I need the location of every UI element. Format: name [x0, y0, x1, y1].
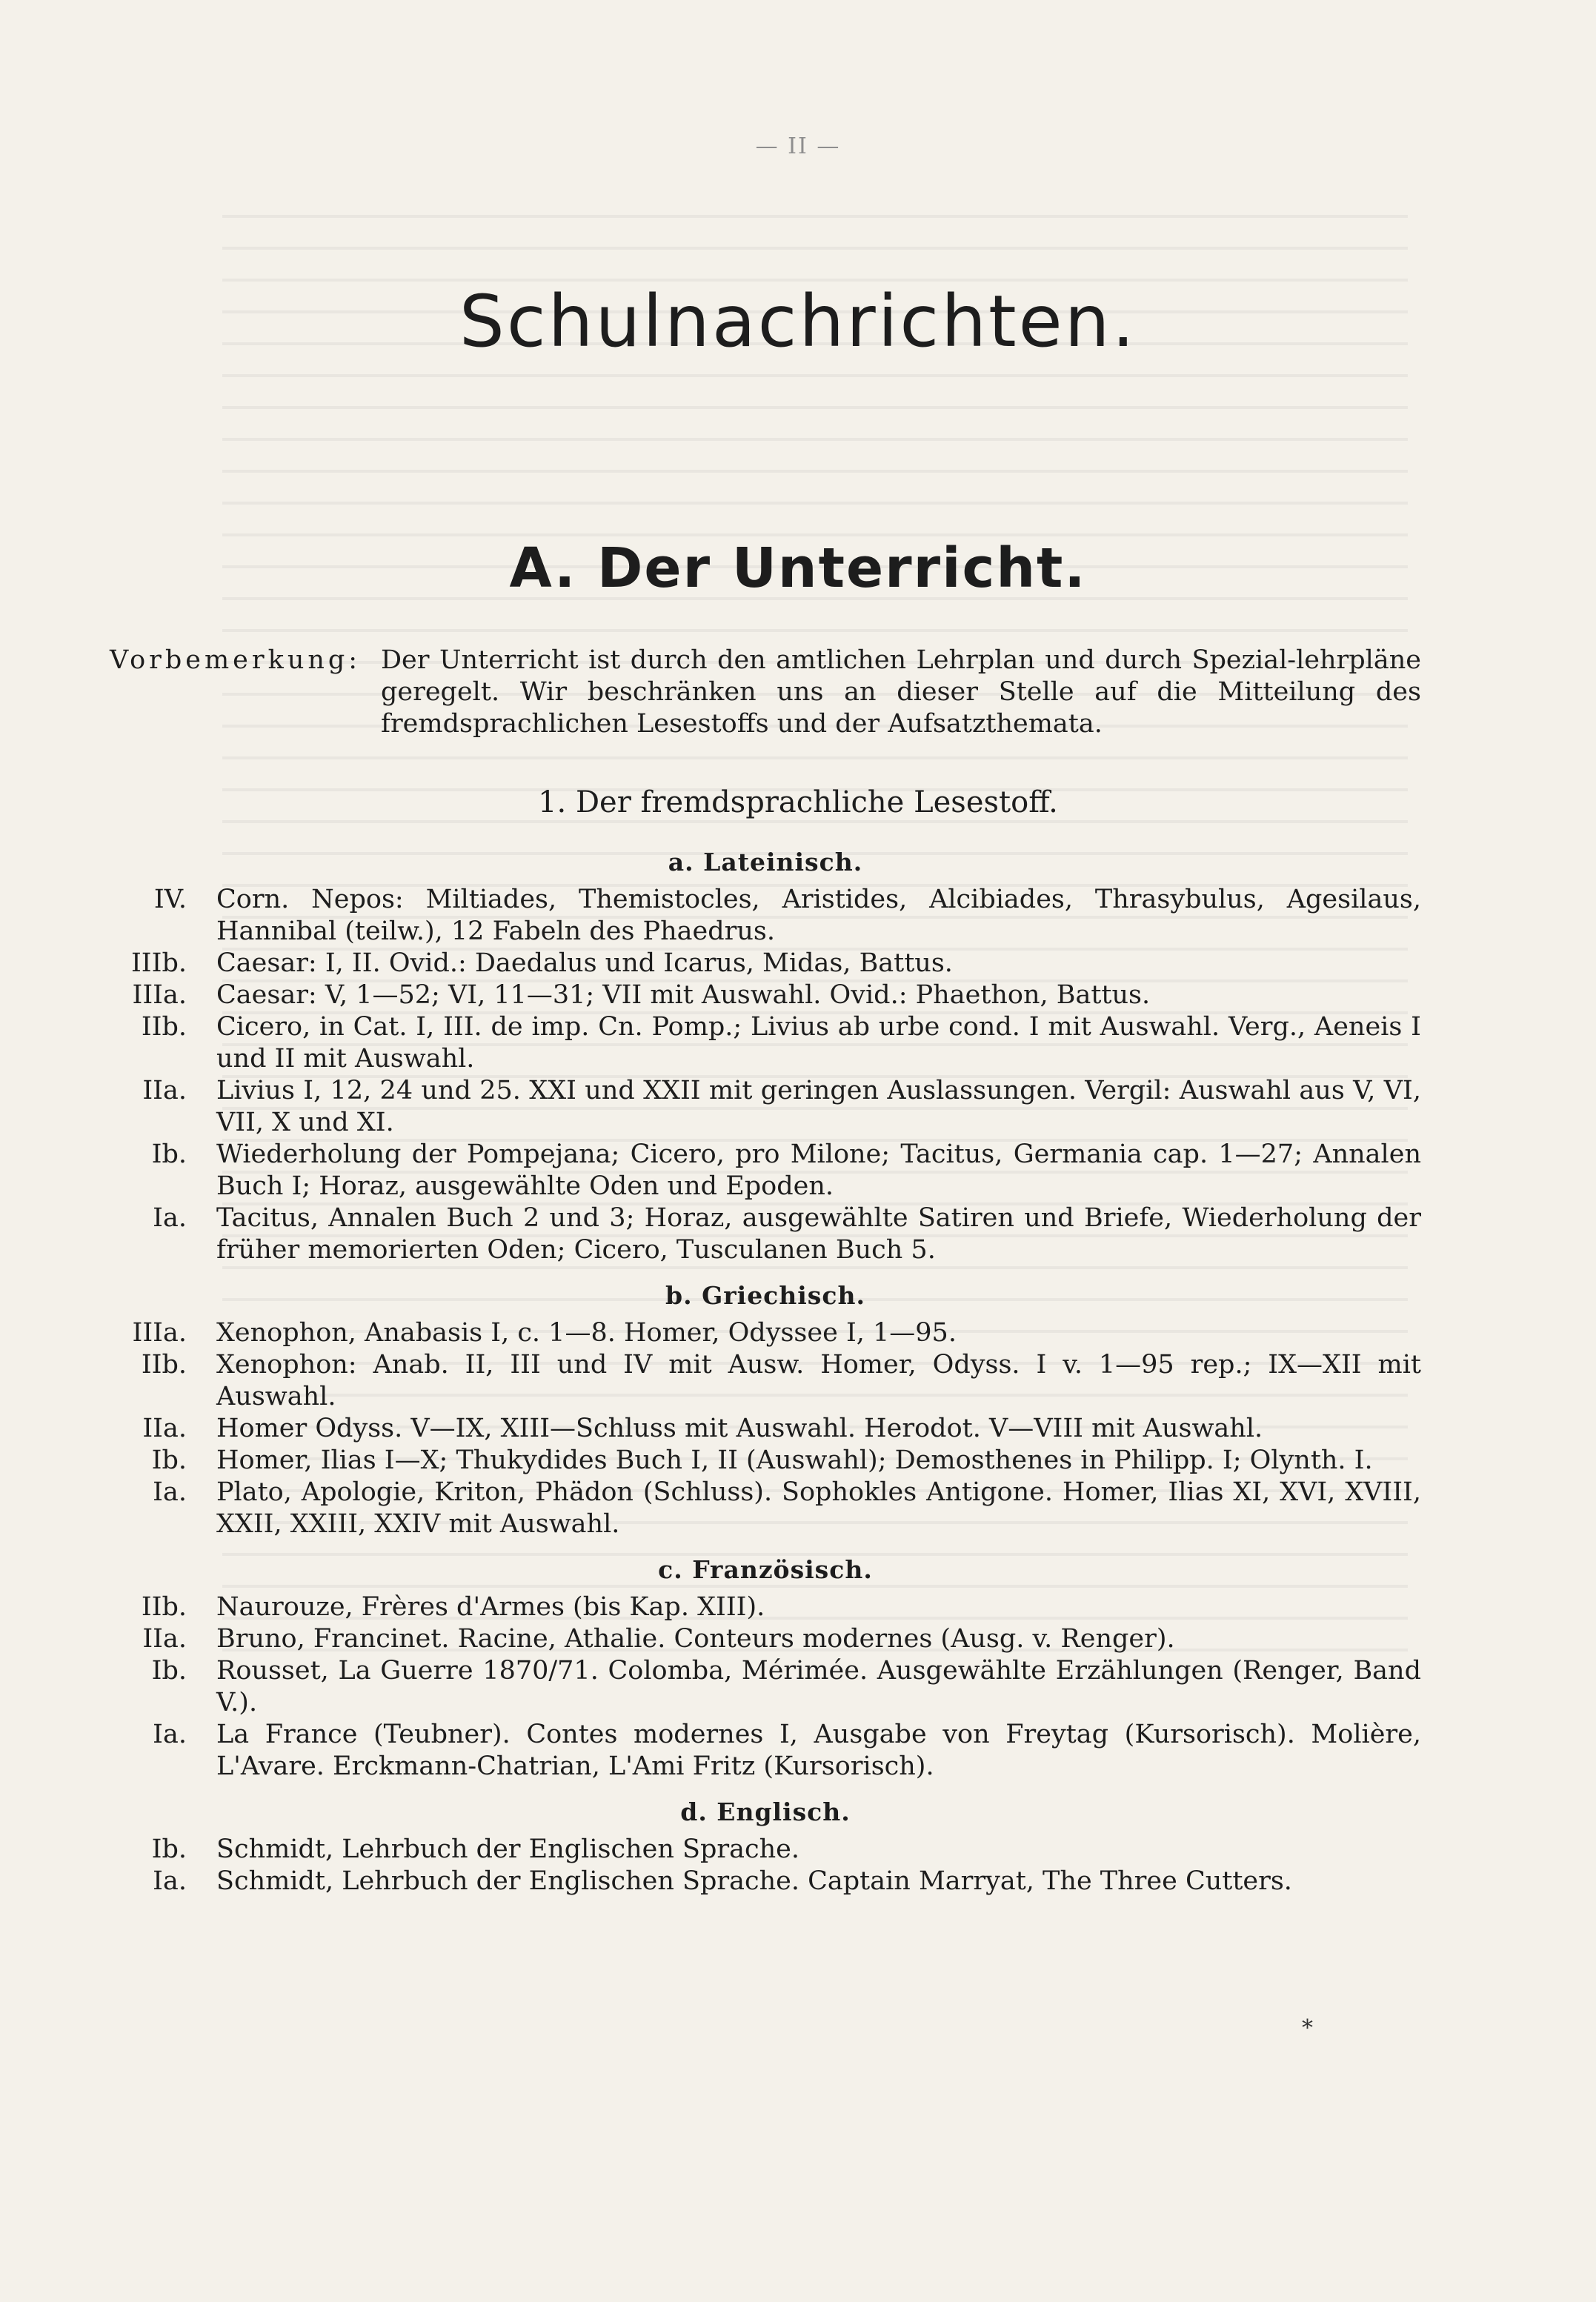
- list-item-text: Xenophon: Anab. II, III und IV mit Ausw. Homer, Odyss. I v. 1—95 rep.; IX—XII mit Auswahl.: [216, 1350, 1421, 1411]
- list-item-text: Corn. Nepos: Miltiades, Themistocles, Aristides, Alcibiades, Thrasybulus, Agesilaus, Hannibal (teilw.), 12 Fabeln des Phaedrus.: [216, 885, 1421, 946]
- list-item: [110, 1139, 1421, 1202]
- list-item-text: Plato, Apologie, Kriton, Phädon (Schluss). Sophokles Antigone. Homer, Ilias XI, XVI, XVIII, XXII, XXIII, XXIV mit Auswahl.: [216, 1477, 1421, 1539]
- main-title: Schulnachrichten.: [459, 280, 1137, 363]
- list-item: [110, 948, 1421, 979]
- list-item: [110, 1075, 1421, 1139]
- list-item-text: Caesar: V, 1—52; VI, 11—31; VII mit Auswahl. Ovid.: Phaethon, Battus.: [216, 980, 1151, 1010]
- class-label: IIb.: [141, 1350, 187, 1380]
- list-item-text: Schmidt, Lehrbuch der Englischen Sprache. Captain Marryat, The Three Cutters.: [216, 1866, 1292, 1896]
- heading-french: c. Französisch.: [658, 1555, 873, 1584]
- list-item: [110, 1591, 1421, 1623]
- class-label: IIIa.: [132, 980, 187, 1010]
- class-label: Ia.: [153, 1720, 187, 1749]
- list-item: [110, 1719, 1421, 1783]
- class-label: IIb.: [141, 1592, 187, 1622]
- section-title: A. Der Unterricht.: [509, 536, 1087, 600]
- list-item-text: Tacitus, Annalen Buch 2 und 3; Horaz, ausgewählte Satiren und Briefe, Wiederholung der früher memorierten Oden; Cicero, Tusculanen Buch 5.: [216, 1203, 1421, 1265]
- class-label: IIb.: [141, 1012, 187, 1042]
- class-label: IIa.: [142, 1414, 187, 1443]
- class-label: Ib.: [151, 1656, 187, 1686]
- list-item: [110, 1317, 1421, 1349]
- list-item-text: Bruno, Francinet. Racine, Athalie. Conteurs modernes (Ausg. v. Renger).: [216, 1624, 1175, 1654]
- list-item-text: Schmidt, Lehrbuch der Englischen Sprache.: [216, 1834, 799, 1864]
- page-number: — II —: [755, 133, 841, 159]
- list-item: [110, 1413, 1421, 1445]
- list-item-text: Xenophon, Anabasis I, c. 1—8. Homer, Odyssee I, 1—95.: [216, 1318, 957, 1348]
- heading-latin: a. Lateinisch.: [668, 848, 863, 876]
- list-item: [110, 1477, 1421, 1540]
- list-item: [110, 1349, 1421, 1413]
- list-item: [110, 979, 1421, 1011]
- class-label: Ia.: [153, 1866, 187, 1896]
- preliminary-remark-text: Der Unterricht ist durch den amtlichen Lehrplan und durch Spezial-lehrpläne geregelt. Wir beschränken uns an dieser Stelle auf die Mitteilung des fremdsprachlichen Lesestoffs und der Aufsatzthemata.: [381, 645, 1421, 739]
- list-item-text: Naurouze, Frères d'Armes (bis Kap. XIII).: [216, 1592, 765, 1622]
- class-label: IV.: [153, 885, 187, 914]
- preliminary-remark-label: Vorbemerkung:: [110, 645, 362, 675]
- list-item: [110, 1011, 1421, 1075]
- list-item: [110, 1202, 1421, 1266]
- list-item-text: Cicero, in Cat. I, III. de imp. Cn. Pomp.; Livius ab urbe cond. I mit Auswahl. Verg., Aeneis I und II mit Auswahl.: [216, 1012, 1421, 1074]
- class-label: Ia.: [153, 1203, 187, 1233]
- heading-english: d. Englisch.: [680, 1797, 851, 1826]
- list-item: [110, 1866, 1421, 1897]
- class-label: IIIb.: [130, 948, 187, 978]
- class-label: Ib.: [151, 1446, 187, 1475]
- class-label: Ib.: [151, 1140, 187, 1169]
- list-item-text: La France (Teubner). Contes modernes I, Ausgabe von Freytag (Kursorisch). Molière, L'Avare. Erckmann-Chatrian, L'Ami Fritz (Kursorisch).: [216, 1720, 1421, 1781]
- list-item-text: Wiederholung der Pompejana; Cicero, pro Milone; Tacitus, Germania cap. 1—27; Annalen Buch I; Horaz, ausgewählte Oden und Epoden.: [216, 1140, 1421, 1201]
- list-item-text: Livius I, 12, 24 und 25. XXI und XXII mit geringen Auslassungen. Vergil: Auswahl aus V, VI, VII, X und XI.: [216, 1076, 1421, 1137]
- subsection-title: 1. Der fremdsprachliche Lesestoff.: [538, 785, 1058, 819]
- reading-list: [110, 843, 1421, 1897]
- list-item: [110, 1834, 1421, 1866]
- asterisk-mark: *: [1302, 2015, 1313, 2041]
- list-item: [110, 1623, 1421, 1655]
- list-item: [110, 1445, 1421, 1477]
- list-item-text: Rousset, La Guerre 1870/71. Colomba, Mérimée. Ausgewählte Erzählungen (Renger, Band V.).: [216, 1656, 1421, 1717]
- class-label: IIIa.: [132, 1318, 187, 1348]
- list-item: [110, 1655, 1421, 1719]
- list-item: [110, 884, 1421, 948]
- preliminary-remark: [110, 645, 1421, 740]
- list-item-text: Homer, Ilias I—X; Thukydides Buch I, II (Auswahl); Demosthenes in Philipp. I; Olynth. I.: [216, 1446, 1373, 1475]
- class-label: Ia.: [153, 1477, 187, 1507]
- class-label: IIa.: [142, 1624, 187, 1654]
- list-item-text: Homer Odyss. V—IX, XIII—Schluss mit Auswahl. Herodot. V—VIII mit Auswahl.: [216, 1414, 1263, 1443]
- class-label: IIa.: [142, 1076, 187, 1105]
- list-item-text: Caesar: I, II. Ovid.: Daedalus und Icarus, Midas, Battus.: [216, 948, 953, 978]
- class-label: Ib.: [151, 1834, 187, 1864]
- heading-greek: b. Griechisch.: [665, 1281, 865, 1310]
